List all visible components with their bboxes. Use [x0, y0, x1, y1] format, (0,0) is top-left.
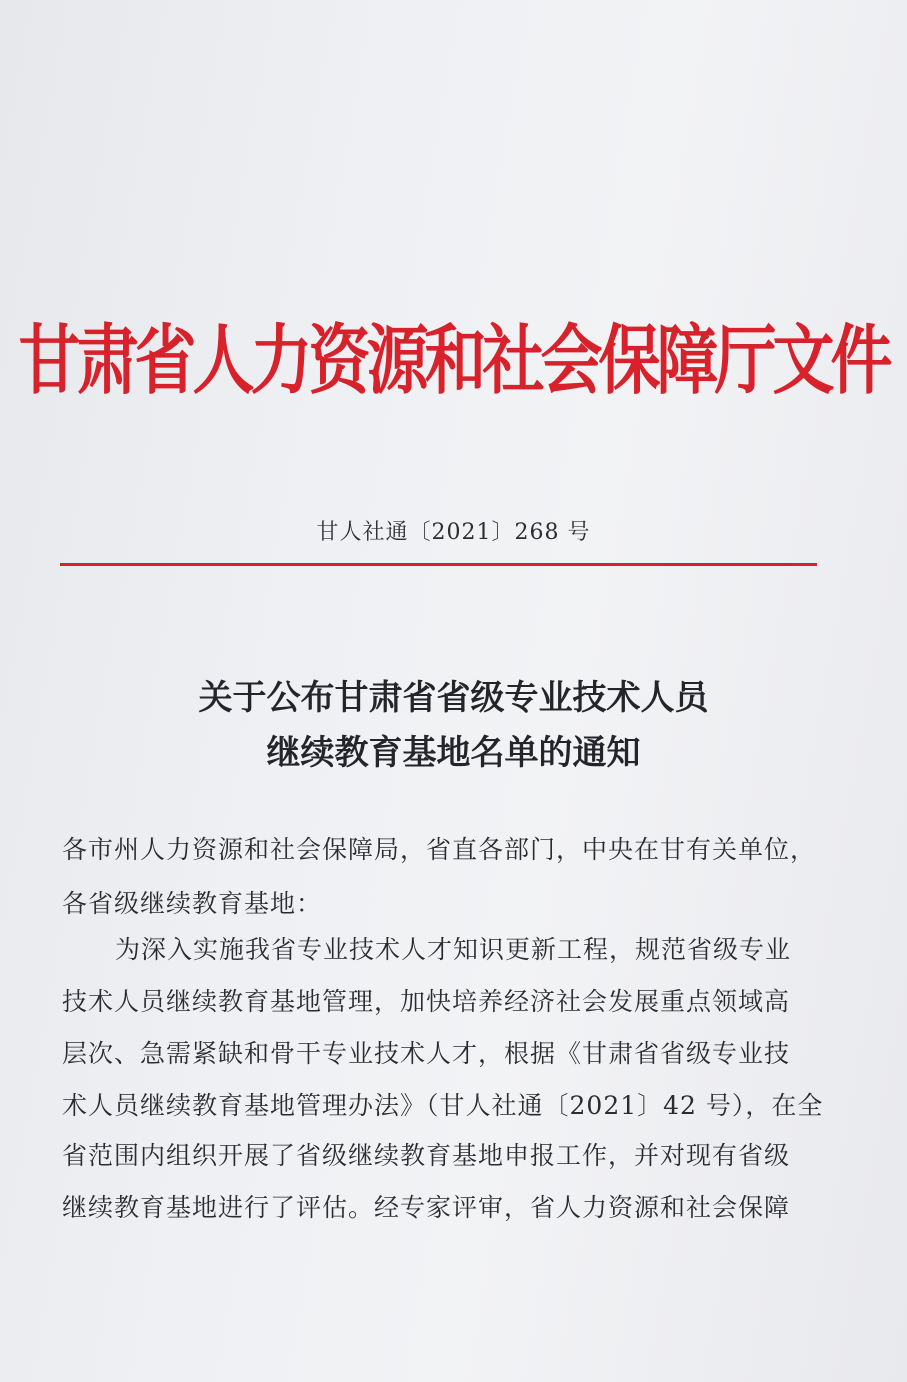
document-number: 甘人社通〔2021〕268 号 [316, 520, 591, 545]
paragraph-line-3: 层次、急需紧缺和骨干专业技术人才，根据《甘肃省省级专业技 [62, 1039, 791, 1068]
paragraph-line-2: 技术人员继续教育基地管理，加快培养经济社会发展重点领域高 [62, 987, 791, 1016]
red-divider-line [60, 563, 817, 566]
addressee-line-1: 各市州人力资源和社会保障局，省直各部门，中央在甘有关单位， [62, 835, 817, 864]
document-header-title: 甘肃省人力资源和社会保障厅文件 [18, 315, 889, 405]
notice-title-line-2: 继续教育基地名单的通知 [266, 733, 641, 773]
paragraph-line-4: 术人员继续教育基地管理办法》（甘人社通〔2021〕42 号），在全 [62, 1091, 824, 1120]
paragraph-line-5: 省范围内组织开展了省级继续教育基地申报工作，并对现有省级 [62, 1141, 791, 1170]
paragraph-line-6: 继续教育基地进行了评估。经专家评审，省人力资源和社会保障 [62, 1193, 791, 1222]
addressee-line-2: 各省级继续教育基地： [62, 889, 323, 918]
notice-title-line-1: 关于公布甘肃省省级专业技术人员 [198, 678, 709, 718]
paragraph-line-1: 为深入实施我省专业技术人才知识更新工程，规范省级专业 [115, 935, 792, 964]
